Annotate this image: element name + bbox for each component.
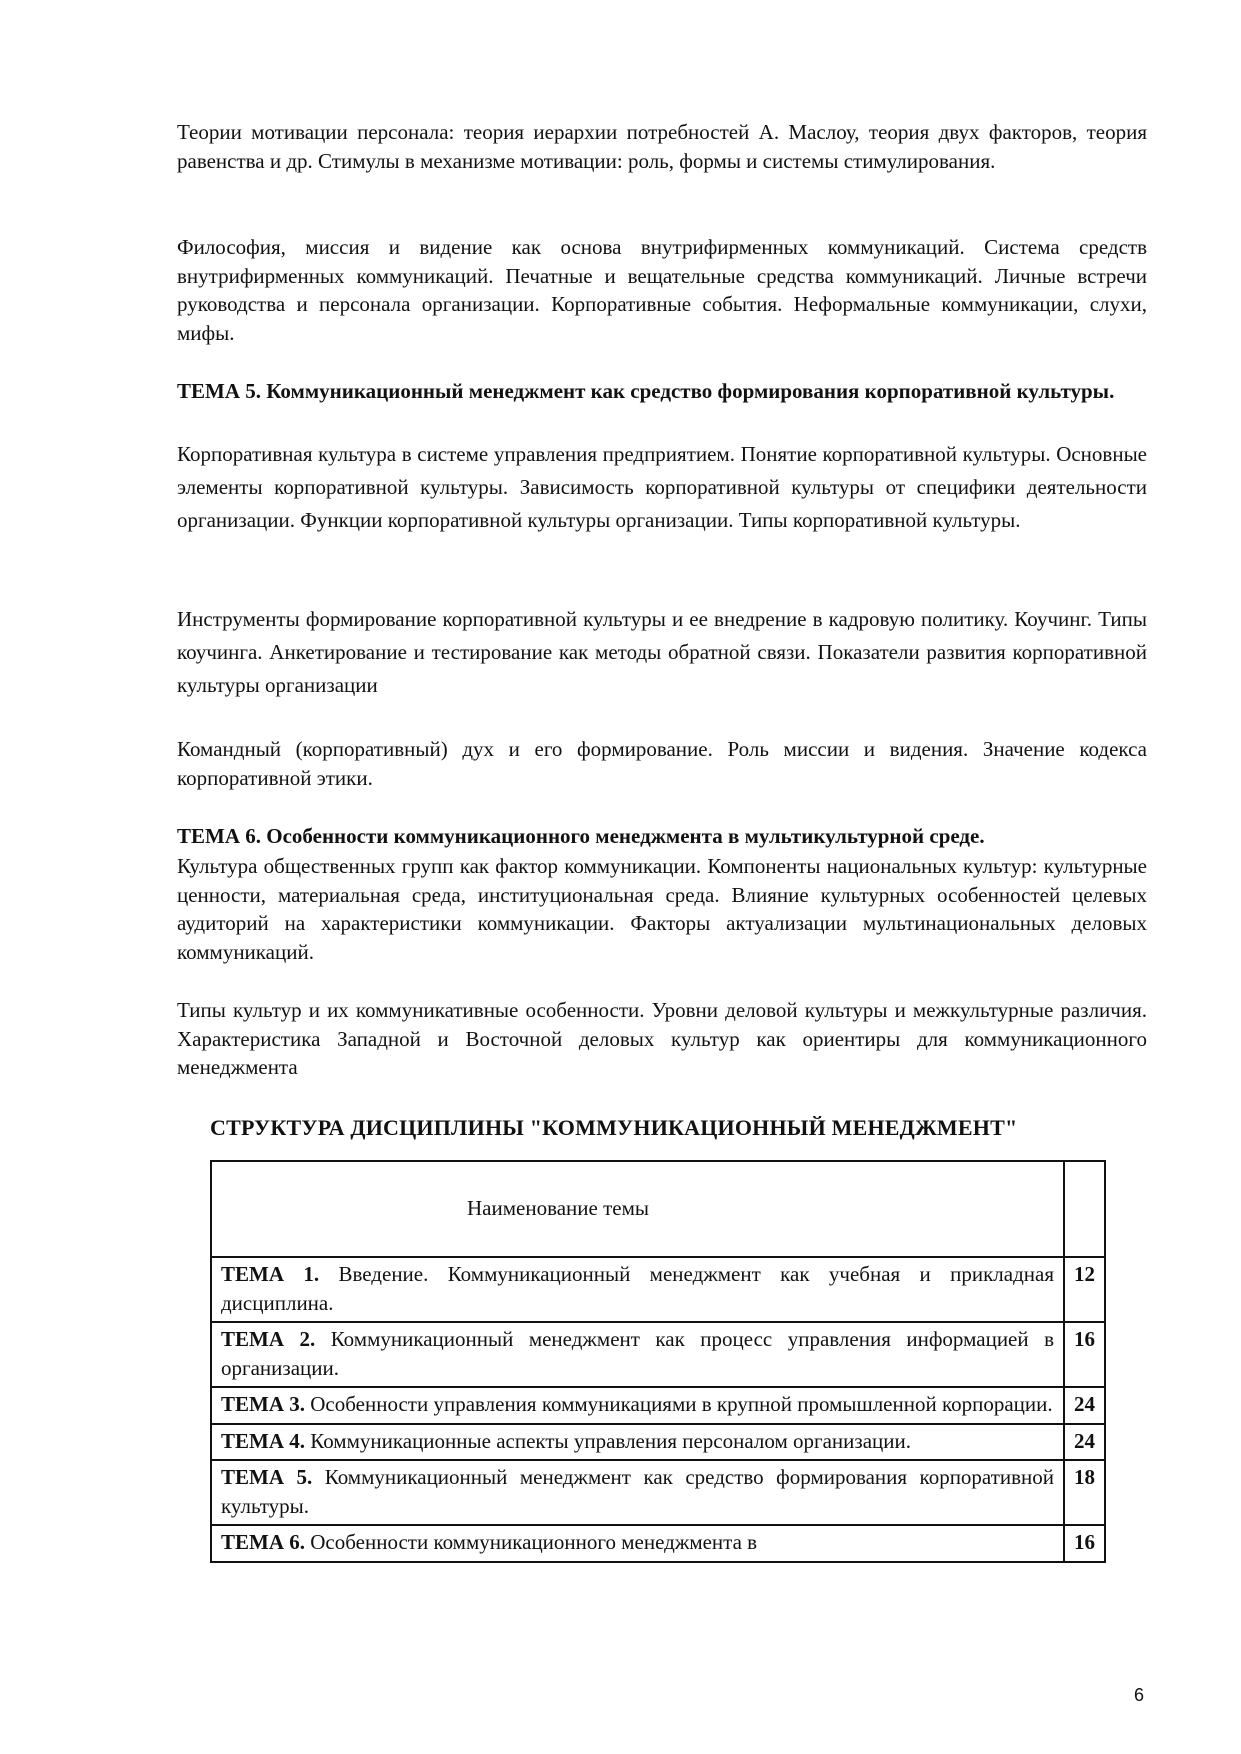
topic-6-heading: ТЕМА 6. Особенности коммуникационного менеджмента в мультикультурной среде. xyxy=(177,824,985,848)
table-row xyxy=(211,1387,1105,1424)
topic-text: Коммуникационный менеджмент как средство формирования корпоративной культуры. xyxy=(221,1465,1055,1518)
topic-text: Коммуникационный менеджмент как процесс управления информацией в организации. xyxy=(221,1327,1055,1380)
table-row xyxy=(211,1322,1105,1387)
topic-name-cell xyxy=(211,1322,1064,1387)
topic-hours: 16 xyxy=(1064,1322,1105,1387)
topic-hours: 16 xyxy=(1064,1525,1105,1562)
page-number: 6 xyxy=(1134,1685,1145,1705)
topic-name-cell xyxy=(211,1460,1064,1525)
topic-label: ТЕМА 2. xyxy=(221,1327,316,1351)
paragraph-team-spirit: Командный (корпоративный) дух и его формирование. Роль миссии и видения. Значение кодекса корпоративной этики. xyxy=(177,737,1147,790)
header-hours xyxy=(1064,1161,1105,1257)
table-row xyxy=(211,1257,1105,1322)
paragraph-culture-types: Типы культур и их коммуникативные особенности. Уровни деловой культуры и межкультурные различия. Характеристика Западной и Восточной деловых культур как ориентиры для коммуникационного менеджмента xyxy=(177,998,1147,1079)
paragraph-corporate-culture: Корпоративная культура в системе управления предприятием. Понятие корпоративной культуры. Основные элементы корпоративной культуры. Зависимость корпоративной культуры от специфики деятельности организации. Функции корпоративной культуры организации. Типы корпоративной культуры. xyxy=(177,442,1147,532)
topic-hours: 24 xyxy=(1064,1424,1105,1461)
topic-text: Особенности управления коммуникациями в крупной промышленной корпорации. xyxy=(310,1392,1053,1416)
table-row xyxy=(211,1424,1105,1461)
paragraph-group-culture: Культура общественных групп как фактор коммуникации. Компоненты национальных культур: культурные ценности, материальная среда, институциональная среда. Влияние культурных особенностей целевых аудиторий на характеристики коммуникации. Факторы актуализации мультинациональных деловых коммуникаций. xyxy=(177,854,1147,964)
structure-title: СТРУКТУРА ДИСЦИПЛИНЫ "КОММУНИКАЦИОННЫЙ МЕНЕДЖМЕНТ" xyxy=(210,1115,1018,1140)
structure-table xyxy=(210,1160,1106,1563)
topic-name-cell xyxy=(211,1424,1064,1461)
topic-name-cell xyxy=(211,1257,1064,1322)
topic-text: Введение. Коммуникационный менеджмент как учебная и прикладная дисциплина. xyxy=(221,1262,1055,1315)
table-header-row xyxy=(211,1161,1105,1257)
topic-label: ТЕМА 3. xyxy=(221,1392,305,1416)
paragraph-philosophy: Философия, миссия и видение как основа внутрифирменных коммуникаций. Система средств внутрифирменных коммуникаций. Печатные и вещательные средства коммуникаций. Личные встречи руководства и персонала организации. Корпоративные события. Неформальные коммуникации, слухи, мифы. xyxy=(177,235,1147,345)
topic-name-cell xyxy=(211,1387,1064,1424)
topic-hours: 24 xyxy=(1064,1387,1105,1424)
topic-5-heading: ТЕМА 5. Коммуникационный менеджмент как средство формирования корпоративной культуры. xyxy=(177,379,1115,403)
header-topic-name: Наименование темы xyxy=(211,1161,1064,1257)
topic-text: Особенности коммуникационного менеджмента в xyxy=(310,1530,758,1554)
topic-hours: 18 xyxy=(1064,1460,1105,1525)
topic-label: ТЕМА 5. xyxy=(221,1465,313,1489)
paragraph-motivation: Теории мотивации персонала: теория иерархии потребностей А. Маслоу, теория двух факторов, теория равенства и др. Стимулы в механизме мотивации: роль, формы и системы стимулирования. xyxy=(177,120,1147,173)
table-row xyxy=(211,1460,1105,1525)
topic-label: ТЕМА 1. xyxy=(221,1262,320,1286)
topic-hours: 12 xyxy=(1064,1257,1105,1322)
topic-name-cell xyxy=(211,1525,1064,1562)
paragraph-instruments: Инструменты формирование корпоративной культуры и ее внедрение в кадровую политику. Коучинг. Типы коучинга. Анкетирование и тестирование как методы обратной связи. Показатели развития корпоративной культуры организации xyxy=(177,607,1147,697)
topic-text: Коммуникационные аспекты управления персоналом организации. xyxy=(310,1428,911,1453)
topic-label: ТЕМА 4. xyxy=(221,1428,305,1453)
topic-label: ТЕМА 6. xyxy=(221,1530,305,1554)
table-row xyxy=(211,1525,1105,1562)
